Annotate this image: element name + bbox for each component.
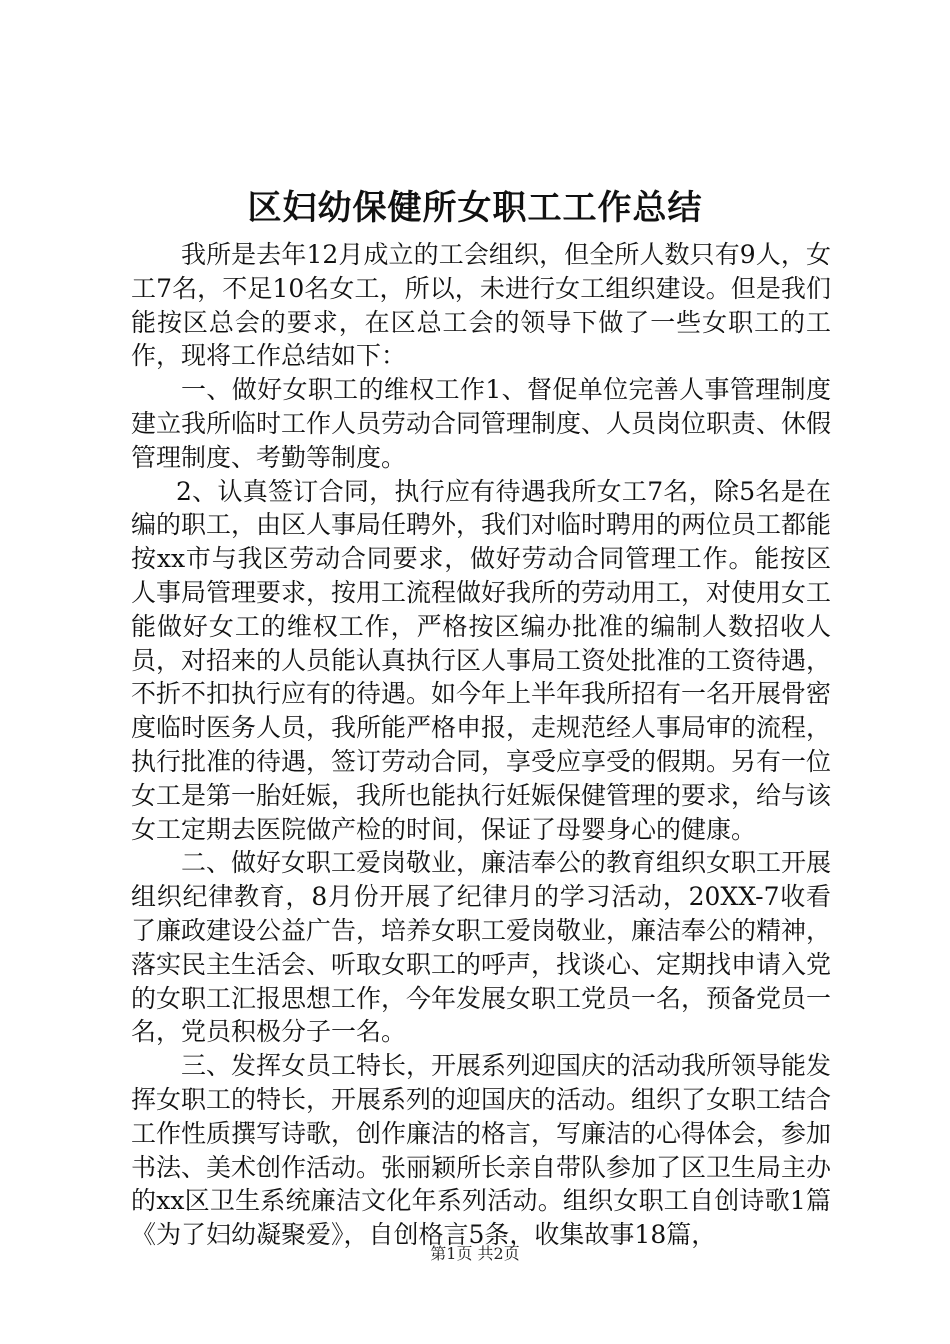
paragraph-section-3: 三、发挥女员工特长，开展系列迎国庆的活动我所领导能发挥女职工的特长，开展系列的迎国庆的活动。组织了女职工结合工作性质撰写诗歌，创作廉洁的格言，写廉洁的心得体会，参加书法、美术创作活动。张丽颖所长亲自带队参加了区卫生局主办的xx区卫生系统廉洁文化年系列活动。组织女职工自创诗歌1篇《为了妇幼凝聚爱》，自创格言5条，收集故事18篇， [131,1051,832,1250]
document-body [131,238,831,1252]
document-title: 区妇幼保健所女职工工作总结 [247,188,703,228]
page-footer: 第1页 共2页 [430,1244,520,1263]
paragraph-section-2: 二、做好女职工爱岗敬业，廉洁奉公的教育组织女职工开展组织纪律教育，8月份开展了纪律月的学习活动，20XX-7收看了廉政建设公益广告，培养女职工爱岗敬业，廉洁奉公的精神，落实民主生活会、听取女职工的呼声，找谈心、定期找申请入党的女职工汇报思想工作，今年发展女职工党员一名，预备党员一名，党员积极分子一名。 [131,848,832,1047]
paragraph-intro: 我所是去年12月成立的工会组织，但全所人数只有9人，女工7名，不足10名女工，所以，未进行女工组织建设。但是我们能按区总会的要求，在区总工会的领导下做了一些女职工的工作，现将工作总结如下： [131,240,831,371]
paragraph-section-1-item-2: 2、认真签订合同，执行应有待遇我所女工7名，除5名是在编的职工，由区人事局任聘外，我们对临时聘用的两位员工都能按xx市与我区劳动合同要求，做好劳动合同管理工作。能按区人事局管理要求，按用工流程做好我所的劳动用工，对使用女工能做好女工的维权工作，严格按区编办批准的编制人数招收人员，对招来的人员能认真执行区人事局工资处批准的工资待遇，不折不扣执行应有的待遇。如今年上半年我所招有一名开展骨密度临时医务人员，我所能严格申报，走规范经人事局审的流程，执行批准的待遇，签订劳动合同，享受应享受的假期。另有一位女工是第一胎妊娠，我所也能执行妊娠保健管理的要求，给与该女工定期去医院做产检的时间，保证了母婴身心的健康。 [131,476,832,844]
paragraph-section-1: 一、做好女职工的维权工作1、督促单位完善人事管理制度建立我所临时工作人员劳动合同管理制度、人员岗位职责、休假管理制度、考勤等制度。 [131,375,832,472]
